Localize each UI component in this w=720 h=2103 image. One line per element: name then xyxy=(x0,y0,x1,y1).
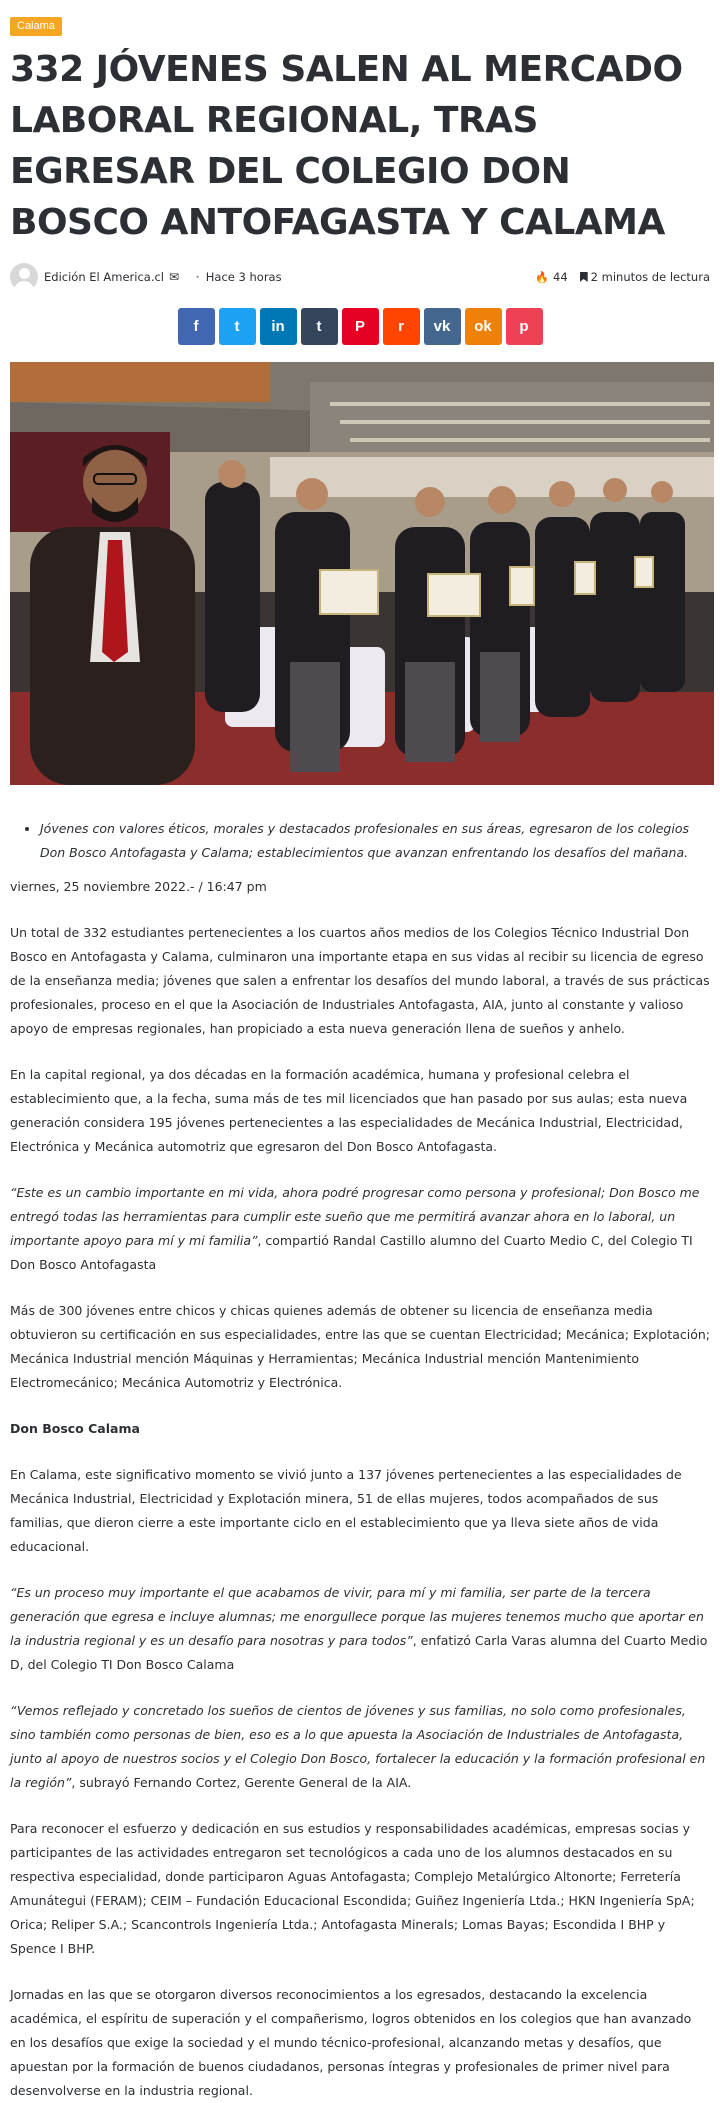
time-ago: Hace 3 horas xyxy=(205,270,282,284)
image-caption: • Jóvenes con valores éticos, morales y destacados profesionales en sus áreas, egresaron de los colegios Don Bosco Antofagasta y Calama; establecimientos que avanzan enfrentando los desafíos del mañana. xyxy=(40,817,710,865)
bookmark-icon xyxy=(580,272,588,282)
category-badge[interactable]: Calama xyxy=(10,17,62,36)
paragraph-5: En Calama, este significativo momento se vivió junto a 137 jóvenes pertenecientes a las especialidades de Mecánica Industrial, Electricidad y Explotación minera, 51 de ellas mujeres, todos acompañados de sus familias, que dieron cierre a este importante ciclo en el establecimiento que ya lleva siete años de vida educacional. xyxy=(10,1467,682,1554)
author-name[interactable]: Edición El America.cl xyxy=(44,270,164,284)
share-linkedin-button[interactable] xyxy=(260,308,297,345)
paragraph-4: Más de 300 jóvenes entre chicos y chicas quienes además de obtener su licencia de enseñanza media obtuvieron su certificación en sus especialidades, entre las que se cuentan Electricidad; Mecánica; Explotación; Mecánica Industrial mención Máquinas y Herramientas; Mecánica Industrial mención Mantenimiento Electromecánico; Mecánica Automotriz y Electrónica. xyxy=(10,1303,711,1390)
image-caption-list xyxy=(10,817,710,865)
paragraph-1: Un total de 332 estudiantes pertenecientes a los cuartos años medios de los Colegios Técnico Industrial Don Bosco en Antofagasta y Calama, culminaron una importante etapa en sus vidas al recibir su licencia de egreso de la enseñanza media; jóvenes que salen a enfrentar los desafíos del mundo laboral, a través de sus prácticas profesionales, proceso en el que la Asociación de Industriales Antofagasta, AIA, junto al constante y valioso apoyo de empresas regionales, han propiciado a esta nueva generación llena de sueños y anhelo. xyxy=(10,925,710,1036)
pocket-icon: p xyxy=(519,318,529,335)
paragraph-9: Jornadas en las que se otorgaron diversos reconocimientos a los egresados, destacando la excelencia académica, el espíritu de superación y el compañerismo, logros obtenidos en los colegios que han avanzado en los desafíos que exige la sociedad y el mundo técnico-profesional, alcanzando metas y desafíos, que apuestan por la formación de buenos ciudadanos, personas íntegras y profesionales de primer nivel para desenvolverse en la industria regional. xyxy=(10,1987,692,2098)
quote-attribution: , enfatizó Carla Varas alumna del Cuarto Medio D, del Colegio TI Don Bosco Calama xyxy=(10,1633,708,1672)
subheading-calama: Don Bosco Calama xyxy=(10,1421,140,1436)
flame-icon: 🔥 xyxy=(535,270,550,284)
author-avatar[interactable] xyxy=(10,263,38,291)
article-body xyxy=(10,875,710,2103)
quote-randal: “Este es un cambio importante en mi vida, ahora podré progresar como persona y profesional; Don Bosco me entregó todas las herramientas para cumplir este sueño que me permitirá avanzar ahora en lo laboral, un importante apoyo para mí y mi familia” xyxy=(10,1185,700,1248)
tumblr-icon: t xyxy=(316,318,322,335)
share-reddit-button[interactable] xyxy=(383,308,420,345)
post-meta xyxy=(10,262,710,292)
twitter-icon: t xyxy=(234,318,240,335)
paragraph-8: Para reconocer el esfuerzo y dedicación en sus estudios y responsabilidades académicas, empresas socias y participantes de las actividades entregaron set tecnológicos a cada uno de los alumnos destacados en su respectiva especialidad, donde participaron Aguas Antofagasta; Complejo Metalúrgico Altonorte; Ferretería Amunátegui (FERAM); CEIM – Fundación Educacional Escondida; Guiñez Ingeniería Ltda.; HKN Ingeniería SpA; Orica; Reliper S.A.; Scancontrols Ingeniería Ltda.; Antofagasta Minerals; Lomas Bayas; Escondida I BHP y Spence I BHP. xyxy=(10,1821,695,1956)
graduation-photo xyxy=(10,362,714,785)
read-time: 2 minutos de lectura xyxy=(590,270,710,284)
view-count: 44 xyxy=(553,270,568,284)
share-buttons xyxy=(10,308,710,345)
paragraph-6 xyxy=(10,1581,710,1677)
reddit-icon: r xyxy=(398,318,404,335)
article-title: 332 JÓVENES SALEN AL MERCADO LABORAL REGIONAL, TRAS EGRESAR DEL COLEGIO DON BOSCO ANTOFAGASTA Y CALAMA xyxy=(10,49,683,243)
share-facebook-button[interactable] xyxy=(178,308,215,345)
quote-carla: “Es un proceso muy importante el que acabamos de vivir, para mí y mi familia, ser parte de la tercera generación que egresa e incluye alumnas; me enorgullece porque las mujeres tenemos mucho que aportar en la industria regional y es un desafío para nosotras y para todos” xyxy=(10,1585,704,1648)
featured-image xyxy=(10,362,714,785)
paragraph-2: En la capital regional, ya dos décadas en la formación académica, humana y profesional celebra el establecimiento que, a la fecha, suma más de tes mil licenciados que han pasado por sus aulas; esta nueva generación considera 195 jóvenes pertenecientes a las especialidades de Mecánica Industrial, Electricidad, Electrónica y Mecánica automotriz que egresaron del Don Bosco Antofagasta. xyxy=(10,1067,688,1154)
pinterest-icon: P xyxy=(354,318,365,335)
vk-icon: vk xyxy=(433,318,451,335)
paragraph-3 xyxy=(10,1181,710,1277)
quote-fernando: “Vemos reflejado y concretado los sueños de cientos de jóvenes y sus familias, no solo como profesionales, sino también como personas de bien, eso es a lo que apuesta la Asociación de Industriales de Antofagasta, junto al apoyo de nuestros socios y el Colegio Don Bosco, fortalecer la educación y la formación profesional en la región” xyxy=(10,1703,706,1790)
share-pinterest-button[interactable] xyxy=(342,308,379,345)
mail-icon[interactable]: ✉ xyxy=(169,270,180,284)
share-vk-button[interactable] xyxy=(424,308,461,345)
odnoklassniki-icon: ok xyxy=(474,318,492,335)
share-pocket-button[interactable] xyxy=(506,308,543,345)
share-odnoklassniki-button[interactable] xyxy=(465,308,502,345)
share-twitter-button[interactable] xyxy=(219,308,256,345)
publish-date: viernes, 25 noviembre 2022.- / 16:47 pm xyxy=(10,879,267,894)
share-tumblr-button[interactable] xyxy=(301,308,338,345)
linkedin-icon: in xyxy=(271,318,285,335)
separator-dot: • xyxy=(195,272,200,282)
quote-attribution: , subrayó Fernando Cortez, Gerente General de la AIA. xyxy=(71,1775,412,1790)
paragraph-7 xyxy=(10,1699,710,1795)
meta-stats xyxy=(535,270,710,284)
facebook-icon: f xyxy=(193,318,199,335)
quote-attribution: , compartió Randal Castillo alumno del Cuarto Medio C, del Colegio TI Don Bosco Antofagasta xyxy=(10,1233,693,1272)
